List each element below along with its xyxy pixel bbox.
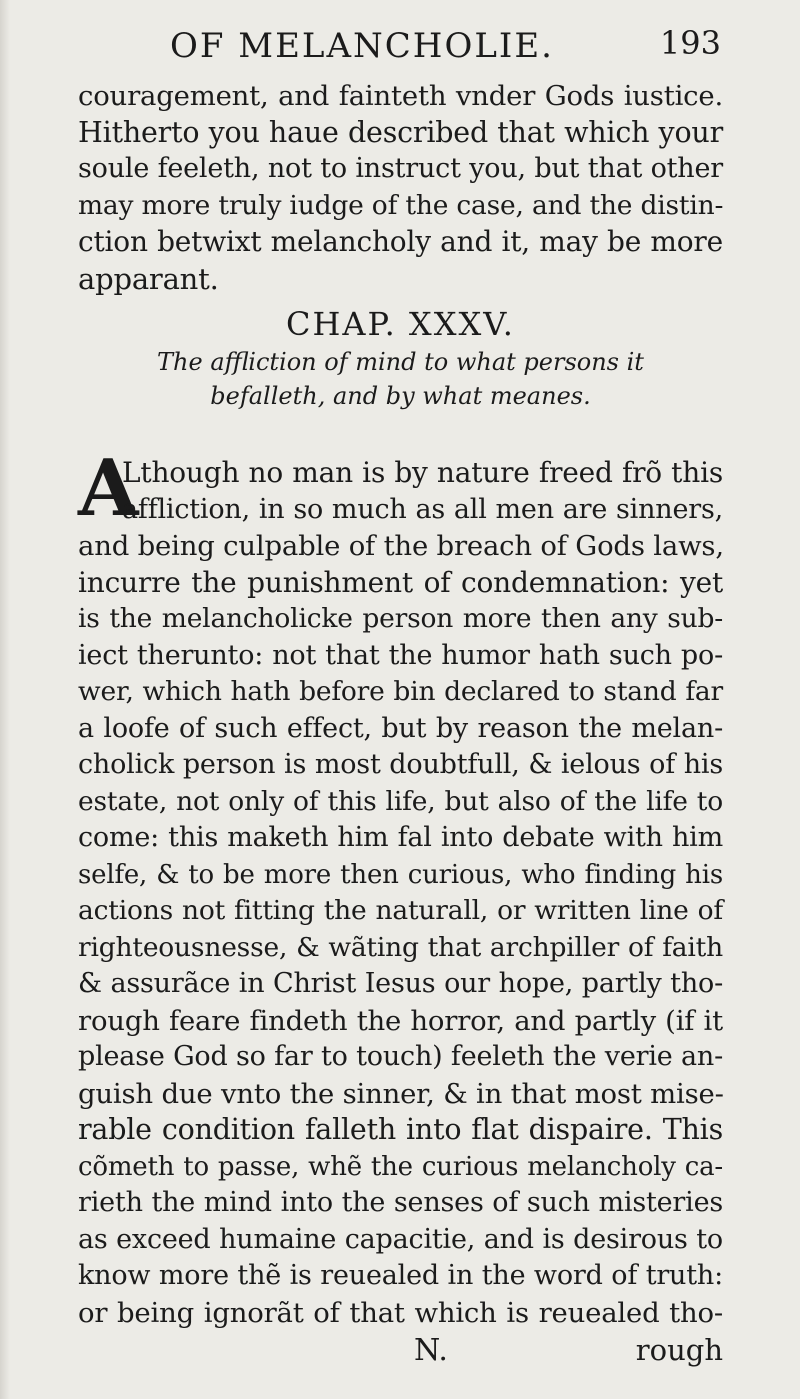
text-line: may more truly iudge of the case, and the distin-	[78, 189, 724, 221]
catchword: rough	[635, 1333, 723, 1367]
text-line: rable condition falleth into flat dispaire. This	[78, 1113, 723, 1146]
text-line: a loofe of such effect, but by reason the melan-	[78, 712, 723, 744]
text-line: incurre the punishment of condemnation: yet	[78, 565, 723, 599]
chapter-heading: CHAP. XXXV.	[286, 305, 515, 343]
signature-mark: N.	[414, 1333, 448, 1368]
text-line: rough feare findeth the horror, and partly (if it	[78, 1004, 723, 1037]
text-line: please God so far to touch) feeleth the verie an-	[78, 1041, 723, 1072]
text-line: selfe, & to be more then curious, who finding his	[78, 859, 723, 890]
text-block	[78, 20, 723, 1373]
text-line: affliction, in so much as all men are sinners,	[122, 493, 723, 525]
page-edge-shadow	[0, 0, 10, 1399]
running-title: OF MELANCHOLIE.	[170, 26, 554, 66]
text-line: actions not fitting the naturall, or written line of	[78, 895, 723, 926]
text-line: rieth the mind into the senses of such misteries	[78, 1187, 723, 1218]
section-gap	[78, 413, 723, 455]
text-line: righteousnesse, & wãting that archpiller of faith	[78, 931, 723, 963]
chapter-title-line: The affliction of mind to what persons it	[157, 348, 644, 376]
page-number: 193	[659, 24, 721, 62]
text-line: know more thẽ is reuealed in the word of truth:	[78, 1260, 723, 1291]
text-line: or being ignorãt of that which is reuealed tho-	[78, 1296, 723, 1329]
intro-paragraph	[78, 78, 723, 297]
drop-cap: A	[78, 443, 139, 534]
text-line: wer, which hath before bin declared to stand far	[78, 676, 723, 707]
opening-lines	[78, 443, 723, 534]
chapter-body	[78, 443, 724, 1331]
text-line: come: this maketh him fal into debate with him	[78, 822, 723, 853]
page-footer	[78, 1333, 723, 1373]
text-line: iect therunto: not that the humor hath such po-	[78, 639, 723, 671]
chapter-title-line: befalleth, and by what meanes.	[210, 382, 591, 410]
text-line: estate, not only of this life, but also of the life to	[78, 785, 723, 817]
text-line: ction betwixt melancholy and it, may be more	[78, 225, 723, 258]
text-line: couragement, and fainteth vnder Gods iustice.	[78, 80, 723, 112]
text-line: as exceed humaine capacitie, and is desirous to	[78, 1223, 723, 1255]
text-line: Hitherto you haue described that which your	[78, 115, 723, 149]
text-line: & assurãce in Christ Iesus our hope, partly tho-	[78, 968, 723, 999]
text-line: guish due vnto the sinner, & in that most mise-	[78, 1077, 724, 1110]
text-line: soule feeleth, not to instruct you, but that other	[78, 153, 723, 184]
text-line: is the melancholicke person more then any sub-	[78, 603, 723, 634]
text-line: and being culpable of the breach of Gods laws,	[78, 530, 724, 562]
text-line: cõmeth to passe, whẽ the curious melancholy ca-	[78, 1151, 723, 1182]
text-line: apparant.	[78, 261, 219, 296]
running-head	[78, 20, 723, 78]
body-lines	[78, 528, 723, 1331]
text-line: Lthough no man is by nature freed frõ this	[122, 456, 723, 489]
text-line: cholick person is most doubtfull, & ielous of his	[78, 749, 723, 780]
